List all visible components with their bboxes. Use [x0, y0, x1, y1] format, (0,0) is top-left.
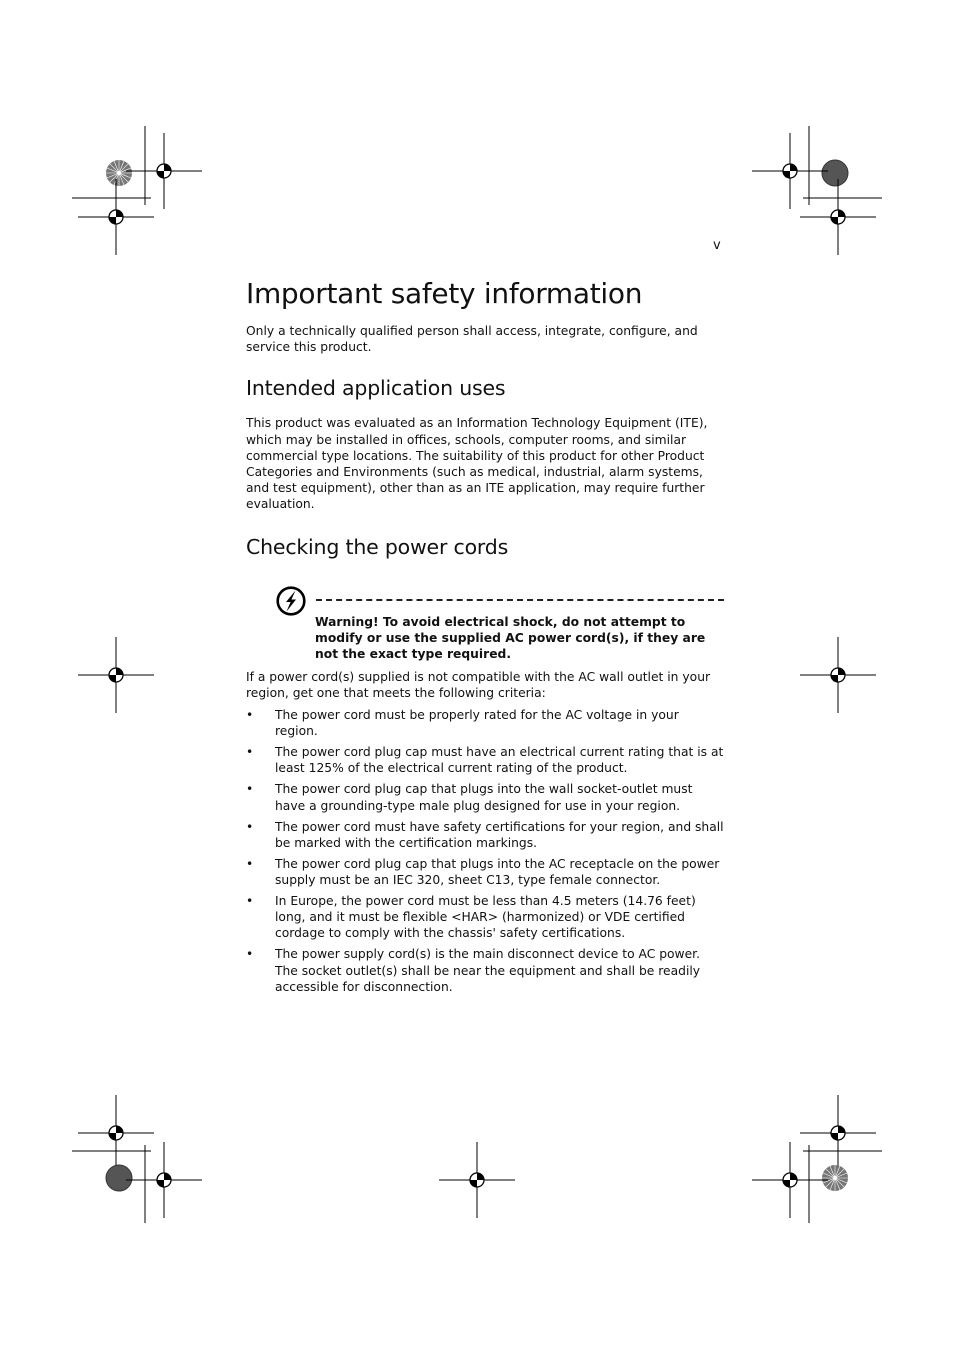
- section-heading-intended-uses: Intended application uses: [246, 376, 506, 401]
- list-item: [246, 707, 724, 739]
- list-item: [246, 744, 724, 776]
- warning-callout: [246, 573, 724, 662]
- page-content: [246, 276, 724, 1000]
- list-item-text: In Europe, the power cord must be less than 4.5 meters (14.76 feet) long, and it must be flexible <HAR> (harmonized) or VDE certified cordage to comply with the chassis' safety certifications.: [275, 894, 696, 941]
- bullet: •: [246, 782, 254, 797]
- list-item-text: The power cord plug cap that plugs into the AC receptacle on the power supply must be an IEC 320, sheet C13, type female connector.: [275, 856, 720, 888]
- criteria-intro-paragraph: If a power cord(s) supplied is not compatible with the AC wall outlet in your region, get one that meets the following criteria:: [246, 669, 711, 700]
- list-item: [246, 893, 724, 942]
- intro-paragraph: Only a technically qualified person shall access, integrate, configure, and service this product.: [246, 324, 698, 355]
- bullet: •: [246, 947, 254, 962]
- bullet: •: [246, 856, 254, 871]
- warning-divider: [316, 599, 724, 601]
- bullet: •: [246, 819, 254, 834]
- bullet: •: [246, 745, 254, 760]
- bullet: •: [246, 894, 254, 909]
- criteria-list: [246, 707, 724, 995]
- list-item-text: The power cord plug cap that plugs into the wall socket-outlet must have a grounding-type male plug designed for use in your region.: [275, 782, 693, 813]
- list-item: [246, 946, 724, 995]
- page-title: Important safety information: [246, 277, 643, 310]
- section-heading-power-cords: Checking the power cords: [246, 534, 509, 559]
- list-item: [246, 819, 724, 851]
- list-item: [246, 856, 724, 888]
- list-item-text: The power cord must be properly rated for the AC voltage in your region.: [275, 708, 679, 739]
- list-item: [246, 781, 724, 813]
- electrical-shock-warning-icon: [276, 586, 306, 616]
- list-item-text: The power cord plug cap must have an electrical current rating that is at least 125% of the electrical current rating of the product.: [275, 745, 724, 776]
- bullet: •: [246, 708, 254, 723]
- list-item-text: The power supply cord(s) is the main disconnect device to AC power. The socket outlet(s) shall be near the equipment and shall be readily accessible for disconnection.: [275, 947, 701, 994]
- intended-uses-paragraph: This product was evaluated as an Information Technology Equipment (ITE), which may be installed in offices, schools, computer rooms, and similar commercial type locations. The suitability of this product for other Product Categories and Environments (such as medical, industrial, alarm systems, and test equipment), other than as an ITE application, may require further evaluation.: [246, 416, 708, 512]
- list-item-text: The power cord must have safety certifications for your region, and shall be marked with the certification markings.: [275, 819, 724, 850]
- warning-text: Warning! To avoid electrical shock, do not attempt to modify or use the supplied AC power cord(s), if they are not the exact type required.: [315, 614, 706, 662]
- page-number: v: [713, 238, 721, 253]
